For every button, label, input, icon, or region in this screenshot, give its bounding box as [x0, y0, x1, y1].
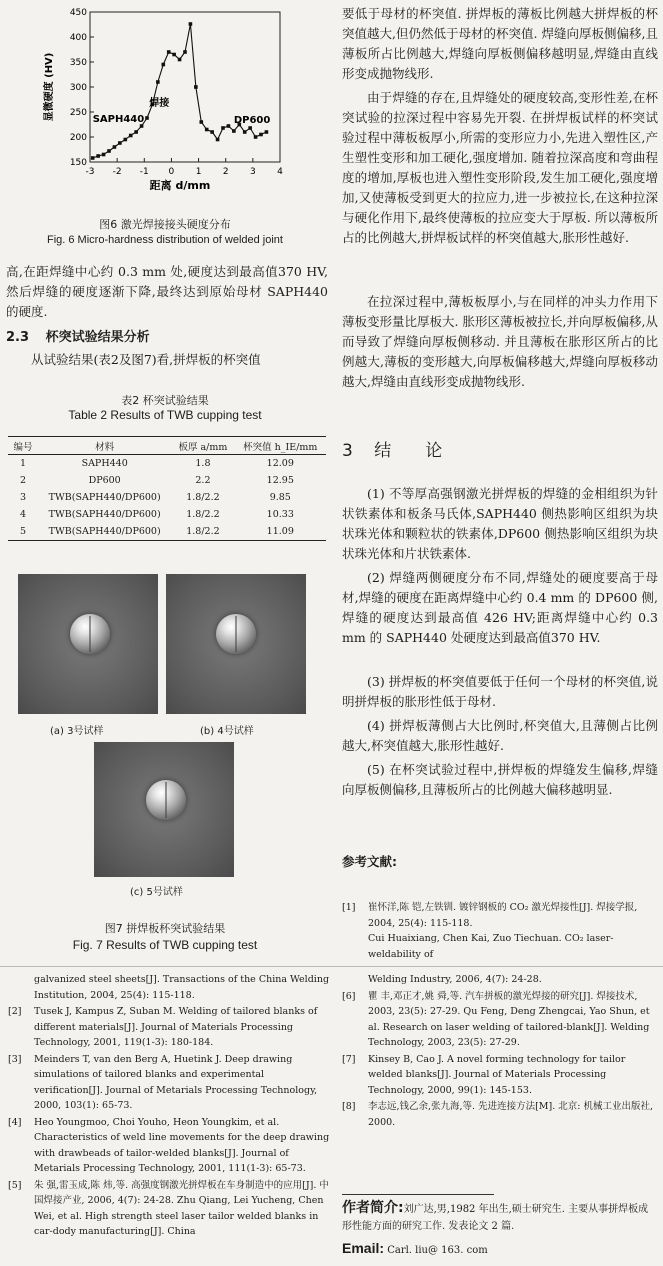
author-label: 作者简介: [342, 1200, 404, 1216]
conclusion-2: (2) 焊缝两侧硬度分布不同,焊缝处的硬度要高于母材,焊缝的硬度在距离焊缝中心约 0.4 mm 的 DP600 侧,焊缝的硬度达到最高值 426 HV;距离焊缝中心约 0.3 mm 的 SAPH440 处硬度达到最高值370 HV. [342, 570, 658, 645]
reference-text: Tusek J, Kampus Z, Suban M. Welding of tailored blanks of different materials[J]. Journal of Materials Processing Technology, 2001, 119(1-3): 180-184. [34, 1006, 318, 1048]
fig7-sub-b: (b) 4号试样 [200, 726, 254, 737]
reference-number: [6] [342, 990, 356, 1002]
email-label: Email: [342, 1240, 385, 1256]
data-point [194, 85, 198, 89]
table-cell: 10.33 [266, 509, 294, 520]
reference-text: 崔怀洋,陈 铠,左铁钏. 镀锌钢板的 CO₂ 激光焊接性[J]. 焊接学报, 2004, 25(4): 115-118. [368, 902, 638, 929]
header-cell: 编号 [13, 441, 33, 453]
author-text: 刘广达,男,1982 年出生,硕士研究生. 主要从事拼焊板成形性能方面的研究工作. 发表论文 2 篇. [342, 1204, 649, 1232]
data-point [96, 154, 100, 158]
table-cell: 12.95 [266, 475, 294, 486]
fig7-sub-c: (c) 5号试样 [130, 887, 183, 898]
reference-item [342, 1099, 658, 1130]
section-3-heading [342, 436, 442, 461]
data-point [145, 116, 149, 120]
table-cell: 4 [19, 509, 27, 520]
specimen-5-photo [94, 742, 234, 877]
fig7-caption-cn: 图7 拼焊板杯突试验结果 [104, 922, 226, 935]
data-point [167, 50, 171, 54]
data-point [210, 130, 214, 134]
x-tick-label: -3 [85, 167, 95, 177]
reference-item [342, 1052, 658, 1099]
x-tick-label: -1 [139, 167, 149, 177]
bottom-left-references [8, 972, 330, 1241]
table-header-row [8, 437, 326, 455]
dome-image [146, 780, 186, 820]
fig6-caption-cn: 图6 激光焊接接头硬度分布 [99, 218, 231, 231]
data-point [189, 22, 193, 26]
reference-text: Kinsey B, Cao J. A novel forming technology for tailor welded blanks[J]. Journal of Materials Processing Technology, 2000, 99(1): 145-153. [368, 1053, 626, 1096]
data-point [91, 156, 95, 160]
hardness-chart [40, 4, 300, 194]
table-cell: TWB(SAPH440/DP600) [48, 492, 161, 503]
table-cell: DP600 [88, 475, 121, 486]
reference-number: [5] [8, 1179, 22, 1191]
x-tick-label: 2 [222, 167, 229, 177]
table-cell: TWB(SAPH440/DP600) [48, 526, 161, 537]
x-tick-label: -2 [112, 167, 122, 177]
header-cell: 材料 [95, 441, 115, 453]
table-cell: SAPH440 [81, 458, 128, 469]
data-point [254, 135, 258, 139]
data-point [129, 134, 133, 138]
reference-text: 瞿 丰,邓正才,姚 舜,等. 汽车拼板的激光焊接的研究[J]. 焊接技术, 2003, 23(5): 27-29. Qu Feng, Deng Zhengcai, Yao Shun, et al. Research on laser welding of tailored-blank[J]. Welding Technology, 2003, 23(5): 27-29. [368, 990, 650, 1048]
data-point [183, 50, 187, 54]
left-paragraph-2: 从试验结果(表2及图7)看,拼焊板的杯突值 [31, 352, 261, 367]
y-tick-label: 350 [69, 58, 87, 68]
reference-number: [4] [8, 1116, 22, 1128]
author-email [342, 1240, 488, 1256]
plot-frame [90, 12, 280, 162]
data-point [248, 126, 252, 130]
left-paragraph-1: 高,在距焊缝中心约 0.3 mm 处,硬度达到最高值370 HV,然后焊缝的硬度逐渐下降,最终达到原始母材 SAPH440 的硬度. [6, 264, 328, 319]
section-2-3-heading [6, 326, 150, 345]
reference-item [8, 1052, 330, 1114]
table-cell: 1.8/2.2 [186, 526, 220, 537]
table-cell: 11.09 [266, 526, 294, 537]
right-paragraph-1: 要低于母材的杯突值. 拼焊板的薄板比例越大拼焊板的杯突值越大,但仍然低于母材的杯突值. 焊缝向厚板侧偏移,且薄板所占比例越大,焊缝向厚板侧偏移越明显,焊缝由直线形变成抛物线形. [342, 6, 658, 81]
reference-number: [3] [8, 1053, 22, 1065]
y-tick-label: 300 [69, 83, 87, 93]
header-cell: 板厚 a/mm [178, 441, 228, 453]
reference-item [8, 1004, 330, 1051]
data-point [118, 141, 122, 145]
references-title: 参考文献: [342, 854, 397, 869]
reference-item [342, 972, 658, 988]
reference-text: 朱 强,雷玉成,陈 炜,等. 高强度钢激光拼焊板在车身制造中的应用[J]. 中国焊接产业, 2006, 4(7): 24-28. Zhu Qiang, Lei Yucheng, Chen Wei, et al. High strength steel laser tailor welded blanks in car-dody manufacturing[J]. China [34, 1179, 329, 1237]
right-paragraph-3: 在拉深过程中,薄板板厚小,与在同样的冲头力作用下薄板变形量比厚板大. 胀形区薄板被拉长,并向厚板偏移,从而导致了焊缝向厚板侧移动. 并且薄板在胀形区所占的比例越大,薄板的变形越大,向厚板偏移越大,焊缝向厚板移动越大,焊缝由直线形变成抛物线形. [342, 294, 658, 389]
table-row [8, 489, 326, 506]
reference-text-en: Cui Huaixiang, Chen Kai, Zuo Tiechuan. CO₂ laser-weldability of [368, 933, 614, 960]
reference-number: [8] [342, 1101, 356, 1112]
table-cell: 9.85 [269, 492, 291, 503]
reference-item [8, 1178, 330, 1240]
data-point [134, 130, 138, 134]
reference-item [342, 989, 658, 1051]
reference-1 [342, 900, 658, 962]
conclusion-4: (4) 拼焊板薄侧占大比例时,杯突值大,且薄侧占比例越大,杯突值越大,胀形性越好. [342, 718, 658, 753]
conclusion-1: (1) 不等厚高强钢激光拼焊板的焊缝的金相组织为针状铁素体和板条马氏体,SAPH440 侧热影响区组织为块状珠光体和颗粒状的铁素体,DP600 侧热影响区组织为块状珠光体和片状铁素体. [342, 486, 658, 561]
data-point [205, 128, 209, 132]
data-point [216, 138, 220, 142]
table-cell: 12.09 [266, 458, 294, 469]
specimen-4-photo [166, 574, 306, 714]
reference-item [8, 972, 330, 1003]
y-tick-label: 450 [69, 8, 87, 18]
table-row [8, 472, 326, 489]
table-cell: 2.2 [195, 475, 211, 486]
reference-text: Heo Youngmoo, Choi Youho, Heon Youngkim, et al. Characteristics of weld line movements for the deep drawing with drawbeads of tailor-welded blanks[J]. Journal of Metarials Processing Technology, 2001, 111(1-3): 65-73. [34, 1116, 330, 1174]
table-cell: 3 [19, 492, 27, 503]
section-divider [0, 966, 663, 967]
fig7-caption-en: Fig. 7 Results of TWB cupping test [72, 938, 258, 952]
section-title: 杯突试验结果分析 [45, 330, 150, 345]
data-point [243, 130, 247, 134]
fig6-caption-en: Fig. 6 Micro-hardness distribution of welded joint [46, 234, 283, 246]
table-cell: 5 [19, 526, 27, 537]
data-point [199, 120, 203, 124]
data-point [113, 145, 117, 149]
data-point [123, 138, 127, 142]
chart-annotation: SAPH440 [92, 114, 145, 125]
y-tick-label: 400 [69, 33, 87, 43]
author-bio [342, 1200, 658, 1235]
x-tick-label: 1 [195, 167, 202, 177]
reference-number: [1] [342, 902, 356, 913]
table-cell: 1 [19, 458, 27, 469]
email-value: Carl. liu@ 163. com [387, 1245, 488, 1256]
y-tick-label: 150 [69, 158, 87, 168]
data-point [221, 126, 225, 130]
right-paragraph-2: 由于焊缝的存在,且焊缝处的硬度较高,变形性差,在杯突试验的拉深过程中容易先开裂. 在拼焊板试样的杯突试验过程中薄板板厚小,所需的变形应力小,先进入塑性区,产生塑性变形和加工硬化,强度增加. 随着拉深高度和弯曲程度的增加,厚板也进入塑性变形阶段,发生加工硬化,强度增加,又使薄板受到更大的拉应力,进一步被拉长,在这种拉深与硬化作用下,最终使薄板的拉应变大于厚板. 所以薄板所占的比例越大,拼焊板试样的杯突值越大,胀形性越好. [342, 90, 658, 245]
section-number: 2.3 [6, 330, 30, 345]
section-number: 3 [342, 441, 353, 461]
dome-image [70, 614, 110, 654]
data-point [161, 63, 165, 67]
table-cell: 2 [19, 475, 27, 486]
reference-text: Meinders T, van den Berg A, Huetink J. Deep drawing simulations of tailored blanks and experimental verification[J]. Journal of Metarials Processing Technology, 2000, 103(1): 65-73. [34, 1053, 318, 1111]
data-point [102, 153, 106, 157]
header-cell: 杯突值 h_IE/mm [243, 441, 318, 453]
data-point [178, 58, 182, 62]
x-tick-label: 0 [168, 167, 175, 177]
dome-image [216, 614, 256, 654]
specimen-3-photo [18, 574, 158, 714]
hardness-line [93, 24, 267, 158]
reference-text: 李志远,钱乙余,张九海,等. 先进连接方法[M]. 北京: 机械工业出版社, 2000. [368, 1101, 654, 1128]
table-cell: 1.8/2.2 [186, 509, 220, 520]
reference-number: [2] [8, 1006, 22, 1017]
fig7-sub-a: (a) 3号试样 [50, 726, 104, 737]
table-row [8, 506, 326, 523]
data-point [227, 124, 231, 128]
x-tick-label: 3 [249, 167, 256, 177]
reference-number: [7] [342, 1053, 356, 1065]
data-point [172, 53, 176, 57]
y-tick-label: 200 [69, 133, 87, 143]
chart-annotation: 焊接 [149, 98, 170, 109]
table-cell: TWB(SAPH440/DP600) [48, 509, 161, 520]
data-point [232, 129, 236, 133]
reference-item [8, 1115, 330, 1177]
chart-annotation: DP600 [233, 115, 271, 126]
reference-text: galvanized steel sheets[J]. Transactions of the China Welding Institution, 2004, 25(4): 115-118. [34, 974, 330, 1001]
conclusion-3: (3) 拼焊板的杯突值要低于任何一个母材的杯突值,说明拼焊板的胀形性低于母材. [342, 674, 658, 709]
cupping-results-table [8, 436, 326, 541]
reference-text: Welding Industry, 2006, 4(7): 24-28. [368, 974, 542, 985]
y-tick-label: 250 [69, 108, 87, 118]
author-divider [342, 1194, 494, 1195]
table-row [8, 455, 326, 473]
conclusion-5: (5) 在杯突试验过程中,拼焊板的焊缝发生偏移,焊缝向厚板侧偏移,且薄板所占的比例越大偏移越明显. [342, 762, 658, 797]
data-point [107, 149, 111, 153]
data-point [259, 133, 263, 137]
x-axis-label: 距离 d/mm [149, 179, 211, 192]
table2-caption-cn: 表2 杯突试验结果 [121, 394, 209, 407]
data-point [156, 80, 160, 84]
bottom-right-references [342, 972, 658, 1131]
table-cell: 1.8/2.2 [186, 492, 220, 503]
x-tick-label: 4 [277, 167, 283, 177]
section-title: 结 论 [374, 441, 443, 461]
table-row [8, 523, 326, 541]
table2-caption-en: Table 2 Results of TWB cupping test [68, 408, 262, 422]
data-point [265, 130, 269, 134]
table-cell: 1.8 [195, 458, 211, 469]
y-axis-label: 显微硬度 (HV) [44, 52, 55, 122]
